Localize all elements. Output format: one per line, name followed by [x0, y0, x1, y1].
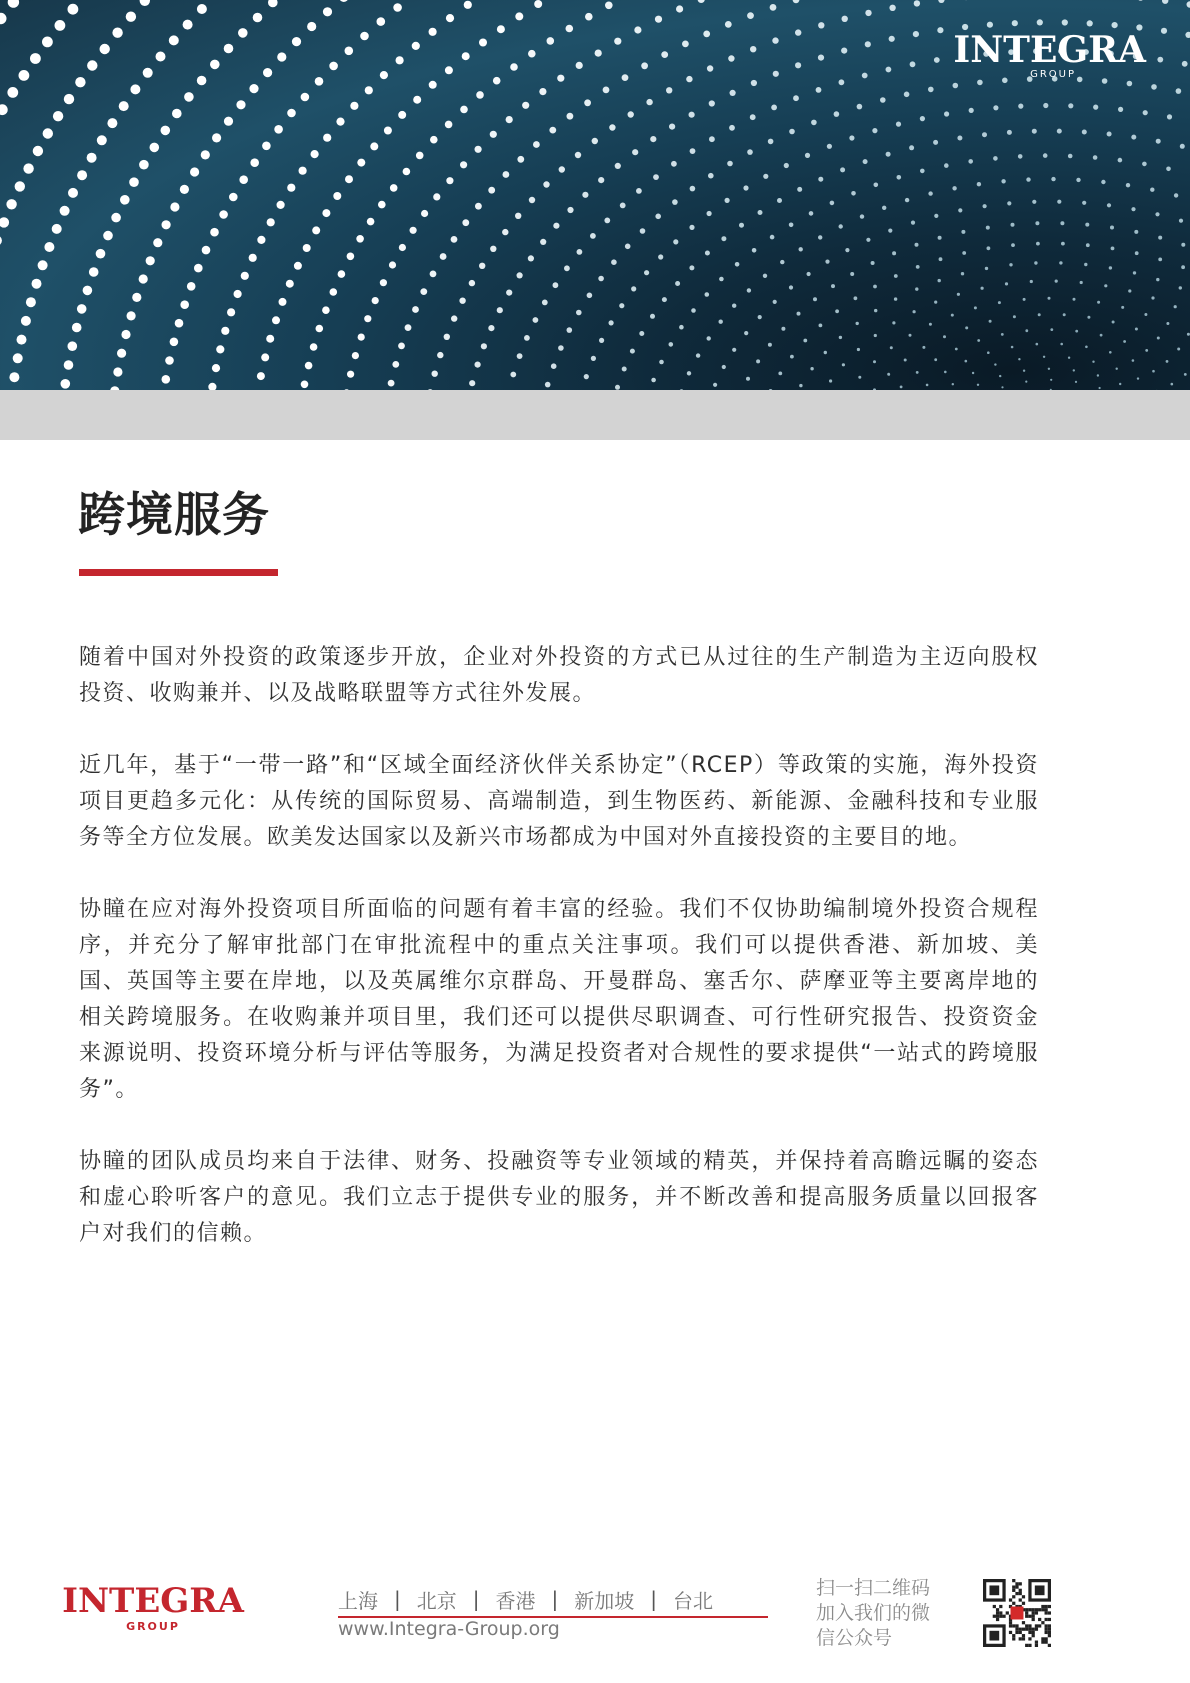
header-logo-wordmark: INTEGRA [953, 29, 1146, 71]
wechat-prompt [816, 1576, 956, 1651]
website-link[interactable]: www.Integra-Group.org [338, 1618, 560, 1640]
footer-logo-sub: GROUP [126, 1620, 180, 1633]
wechat-prompt-line: 扫一扫二维码 [816, 1577, 931, 1599]
title-underline [79, 569, 278, 576]
hero-banner [0, 0, 1190, 390]
paragraph: 协瞳的团队成员均来自于法律、财务、投融资等专业领域的精英，并保持着高瞻远瞩的姿态和虚心聆听客户的意见。我们立志于提供专业的服务，并不断改善和提高服务质量以回报客户对我们的信赖。 [79, 1149, 1039, 1246]
office-shanghai: 上海 [338, 1588, 378, 1613]
office-taipei: 台北 [673, 1588, 713, 1613]
office-separator: | [394, 1587, 401, 1611]
footer-logo [58, 1582, 248, 1634]
wechat-prompt-line: 信公众号 [816, 1627, 893, 1649]
office-list [338, 1582, 768, 1618]
office-beijing: 北京 [416, 1588, 457, 1613]
header-logo [953, 30, 1146, 80]
wechat-prompt-line: 加入我们的微 [816, 1602, 931, 1624]
office-separator: | [551, 1587, 559, 1611]
wechat-qr-code-icon[interactable] [983, 1579, 1051, 1647]
paragraph: 协瞳在应对海外投资项目所面临的问题有着丰富的经验。我们不仅协助编制境外投资合规程序，并充分了解审批部门在审批流程中的重点关注事项。我们可以提供香港、新加坡、美国、英国等主要在岸地，以及英属维尔京群岛、开曼群岛、塞舌尔、萨摩亚等主要离岸地的相关跨境服务。在收购兼并项目里，我们还可以提供尽职调查、可行性研究报告、投资资金来源说明、投资环境分析与评估等服务，为满足投资者对合规性的要求提供“一站式的跨境服务”。 [79, 897, 1039, 1102]
page-title: 跨境服务 [78, 488, 270, 543]
office-separator: | [472, 1587, 480, 1611]
body-text [79, 640, 1039, 1288]
office-singapore: 新加坡 [574, 1588, 635, 1613]
footer-logo-wordmark: INTEGRA [62, 1581, 244, 1621]
office-separator: | [650, 1587, 657, 1611]
grey-band [0, 390, 1190, 440]
paragraph: 近几年，基于“一带一路”和“区域全面经济伙伴关系协定”（RCEP）等政策的实施，海外投资项目更趋多元化：从传统的国际贸易、高端制造，到生物医药、新能源、金融科技和专业服务等全方位发展。欧美发达国家以及新兴市场都成为中国对外直接投资的主要目的地。 [79, 753, 1039, 850]
paragraph: 随着中国对外投资的政策逐步开放，企业对外投资的方式已从过往的生产制造为主迈向股权投资、收购兼并、以及战略联盟等方式往外发展。 [79, 645, 1039, 706]
header-logo-sub: GROUP [1030, 69, 1076, 80]
office-hongkong: 香港 [495, 1588, 536, 1613]
